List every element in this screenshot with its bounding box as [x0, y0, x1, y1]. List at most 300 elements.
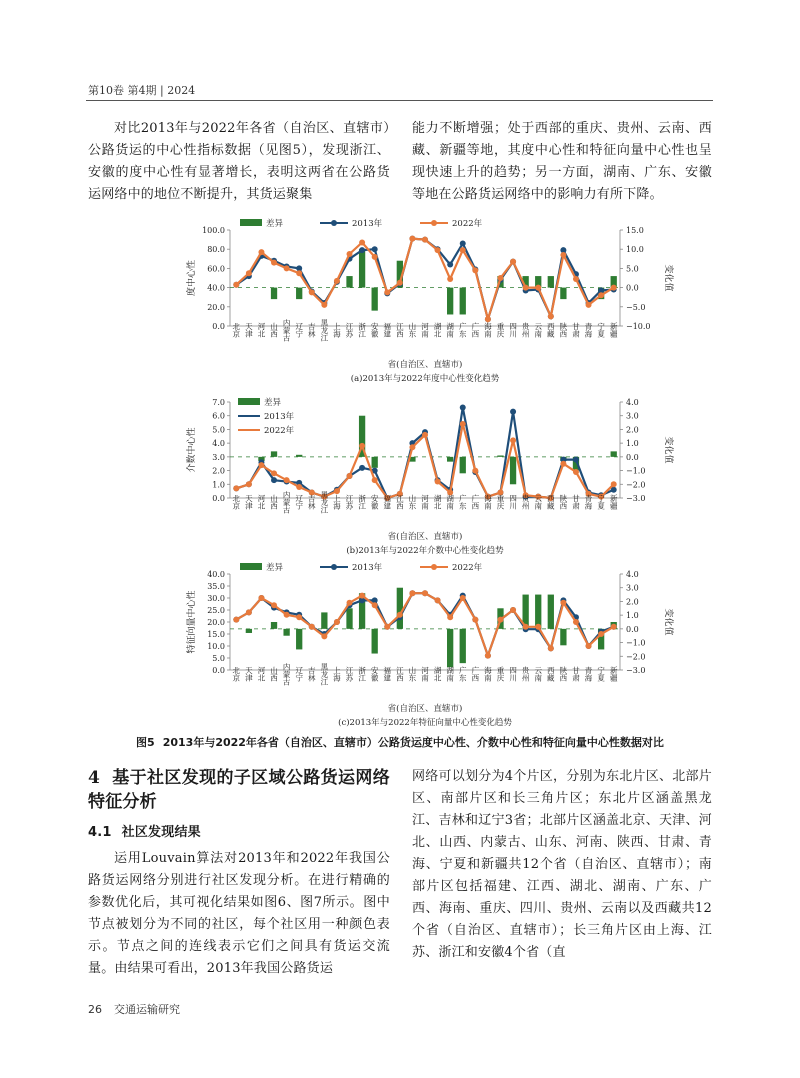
y-tick-label: 60.0	[207, 264, 225, 274]
x-tick-label: 宁夏	[596, 494, 606, 510]
series-2022-point	[397, 612, 403, 618]
section-heading	[88, 766, 390, 814]
y2-tick-label: −10.0	[626, 322, 651, 331]
series-2022-point	[271, 602, 277, 608]
x-tick-label: 青海	[584, 322, 594, 338]
diff-bar	[560, 288, 566, 300]
series-2022-point	[284, 265, 290, 271]
x-tick-label: 海南	[483, 494, 493, 510]
diff-bar	[447, 457, 453, 462]
x-tick-label: 江苏	[345, 322, 355, 338]
series-2022-point	[548, 645, 554, 651]
series-2022-point	[598, 292, 604, 298]
x-tick-label: 山东	[407, 666, 417, 682]
legend-2013-marker	[331, 220, 337, 226]
x-tick-label: 宁夏	[596, 322, 606, 338]
legend-diff-label: 差异	[266, 219, 284, 229]
series-2022-point	[321, 302, 327, 308]
legend-2022-marker	[431, 564, 437, 570]
x-tick-label: 陕西	[558, 494, 568, 510]
series-2013-point	[510, 409, 516, 415]
x-tick-label: 四川	[508, 494, 518, 510]
x-tick-label: 湖北	[433, 494, 443, 510]
y2-tick-label: 4.0	[626, 570, 639, 579]
series-2022-point	[611, 285, 617, 291]
diff-bar	[548, 595, 554, 629]
series-2022-point	[397, 280, 403, 286]
chart-degree-svg	[150, 214, 673, 386]
x-tick-label: 上海	[332, 666, 342, 682]
series-2022-point	[548, 313, 554, 319]
x-tick-label: 天津	[244, 666, 254, 682]
diff-bar	[497, 455, 503, 456]
x-tick-label: 北京	[231, 666, 241, 682]
series-2022-point	[523, 624, 529, 630]
diff-bar	[548, 276, 554, 288]
y2-tick-label: −2.0	[626, 480, 646, 490]
x-tick-label: 广东	[458, 494, 468, 510]
y2-tick-label: 2.0	[626, 597, 639, 607]
series-2022-point	[560, 252, 566, 258]
series-2022-point	[586, 643, 592, 649]
x-tick-label: 广西	[470, 666, 480, 682]
series-2013-point	[359, 465, 365, 471]
x-tick-label: 北京	[231, 494, 241, 510]
y2-tick-label: −3.0	[626, 494, 646, 503]
y2-tick-label: 0.0	[626, 283, 639, 293]
y-tick-label: 35.0	[207, 582, 225, 591]
diff-bar	[560, 629, 566, 645]
y-tick-label: 0.0	[212, 494, 225, 503]
x-tick-label: 山东	[407, 494, 417, 510]
legend-diff-swatch	[238, 398, 260, 405]
series-2022-point	[560, 461, 566, 467]
y2-tick-label: −1.0	[626, 466, 646, 476]
x-tick-label: 吉林	[307, 666, 317, 682]
diff-bar	[271, 622, 277, 629]
series-2022-point	[296, 484, 302, 490]
series-2022-point	[523, 285, 529, 291]
diff-bar	[271, 288, 277, 300]
x-tick-label: 四川	[508, 322, 518, 338]
series-2022-point	[334, 278, 340, 284]
x-tick-label: 黑龙江	[319, 662, 329, 686]
x-tick-label: 河北	[256, 494, 266, 510]
chart-subcaption: (b)2013年与2022年介数中心性变化趋势	[346, 546, 504, 556]
series-2022-point	[372, 254, 378, 260]
x-tick-label: 江苏	[345, 494, 355, 510]
x-tick-label: 四川	[508, 666, 518, 682]
diff-bar	[296, 629, 302, 650]
y-tick-label: 7.0	[212, 398, 225, 407]
series-2022-point	[271, 470, 277, 476]
series-2022-point	[347, 251, 353, 257]
section-title: 基于社区发现的子区域公路货运网络特征分析	[88, 768, 390, 812]
y-axis-title: 介数中心性	[187, 427, 197, 473]
diff-bar	[246, 629, 252, 633]
series-2022-point	[535, 285, 541, 291]
x-tick-label: 黑龙江	[319, 490, 329, 514]
x-tick-label: 河北	[256, 666, 266, 682]
series-2022-point	[347, 473, 353, 479]
legend-2022-label: 2022年	[264, 426, 295, 436]
x-axis-title: 省(自治区、直辖市)	[387, 532, 463, 542]
series-2022-point	[309, 289, 315, 295]
y-axis-title: 特征向量中心性	[187, 590, 197, 654]
y-tick-label: 40.0	[207, 570, 225, 579]
chart-eigenvector-centrality	[150, 558, 673, 730]
x-tick-label: 浙江	[357, 322, 367, 338]
running-header: 第10卷 第4期 | 2024	[88, 84, 196, 97]
x-tick-label: 河南	[420, 322, 430, 338]
y-tick-label: 2.0	[212, 466, 225, 476]
series-2022-point	[246, 609, 252, 615]
series-2022-point	[510, 607, 516, 613]
y-tick-label: 5.0	[212, 425, 225, 435]
x-tick-label: 宁夏	[596, 666, 606, 682]
x-tick-label: 上海	[332, 494, 342, 510]
x-tick-label: 吉林	[307, 322, 317, 338]
series-2013-point	[460, 240, 466, 246]
series-2022-point	[296, 270, 302, 276]
subsection-title: 社区发现结果	[121, 825, 201, 840]
series-2022-point	[309, 624, 315, 630]
x-tick-label: 西藏	[546, 322, 556, 338]
series-2022-point	[435, 247, 441, 253]
y2-tick-label: −5.0	[626, 302, 646, 312]
y-tick-label: 0.0	[212, 322, 225, 331]
diff-bar	[359, 249, 365, 287]
x-tick-label: 福建	[382, 494, 392, 510]
x-tick-label: 广西	[470, 322, 480, 338]
journal-name: 交通运输研究	[114, 1003, 180, 1016]
x-tick-label: 辽宁	[294, 666, 304, 682]
x-tick-label: 江西	[395, 322, 405, 338]
x-tick-label: 西藏	[546, 666, 556, 682]
diff-bar	[372, 629, 378, 654]
diff-bar	[321, 612, 327, 628]
legend-2013-label: 2013年	[264, 412, 295, 422]
series-2022-point	[372, 477, 378, 483]
y2-tick-label: 2.0	[626, 425, 639, 435]
series-2022-point	[233, 282, 239, 288]
y-tick-label: 30.0	[207, 594, 225, 603]
body-paragraph-right: 网络可以划分为4个片区，分别为东北片区、北部片区、南部片区和长三角片区；东北片区涵盖黑龙江、吉林和辽宁3省；北部片区涵盖北京、天津、河北、山西、内蒙古、山东、河南、陕西、甘肃、青海、宁夏和新疆共12个省（自治区、直辖市）；南部片区包括福建、江西、湖北、湖南、广东、广西、海南、重庆、四川、贵州、云南以及西藏共12个省（自治区、直辖市）；长三角片区由上海、江苏、浙江和安徽4个省（直	[412, 769, 712, 960]
series-2022-point	[460, 247, 466, 253]
series-2022-point	[246, 481, 252, 487]
x-tick-label: 重庆	[495, 494, 505, 510]
series-2022-point	[384, 289, 390, 295]
series-2013-line	[236, 239, 613, 320]
x-tick-label: 天津	[244, 322, 254, 338]
diff-bar	[510, 457, 516, 484]
legend-diff-swatch	[240, 563, 262, 570]
intro-right-column	[412, 118, 712, 206]
subsection-number: 4.1	[88, 825, 112, 840]
y-tick-label: 5.0	[212, 654, 225, 663]
legend-diff-label: 差异	[266, 563, 284, 573]
y2-tick-label: 3.0	[626, 583, 639, 593]
series-2022-point	[359, 239, 365, 245]
page-footer	[88, 1001, 180, 1017]
figure-number: 图5	[136, 736, 155, 749]
y-tick-label: 20.0	[207, 618, 225, 627]
diff-bar	[460, 288, 466, 315]
x-tick-label: 青海	[584, 494, 594, 510]
x-tick-label: 上海	[332, 322, 342, 338]
x-tick-label: 甘肃	[571, 666, 581, 682]
page-number: 26	[88, 1003, 102, 1016]
x-tick-label: 浙江	[357, 666, 367, 682]
x-tick-label: 山西	[269, 666, 279, 682]
x-tick-label: 陕西	[558, 666, 568, 682]
series-2022-point	[422, 432, 428, 438]
x-tick-label: 新疆	[609, 494, 619, 510]
y2-tick-label: 4.0	[626, 398, 639, 407]
diff-bar	[346, 276, 352, 288]
series-2022-point	[334, 488, 340, 494]
legend-2013-marker	[331, 564, 337, 570]
diff-bar	[447, 629, 453, 667]
series-2022-point	[497, 617, 503, 623]
series-2022-point	[447, 276, 453, 282]
y2-tick-label: 0.0	[626, 624, 639, 634]
legend-2013-label: 2013年	[352, 219, 383, 229]
y2-axis-title: 变化值	[663, 264, 673, 292]
x-tick-label: 贵州	[521, 666, 531, 682]
x-axis-title: 省(自治区、直辖市)	[387, 360, 463, 370]
y2-tick-label: −1.0	[626, 638, 646, 648]
x-tick-label: 安徽	[370, 494, 380, 510]
x-tick-label: 海南	[483, 666, 493, 682]
x-tick-label: 福建	[382, 322, 392, 338]
intro-left-column	[88, 118, 390, 206]
section-number: 4	[88, 768, 101, 788]
subsection-heading	[88, 822, 390, 844]
series-2022-point	[258, 595, 264, 601]
legend-diff-swatch	[240, 219, 262, 226]
diff-bar	[447, 288, 453, 315]
y-tick-label: 6.0	[212, 411, 225, 421]
series-2022-point	[321, 633, 327, 639]
series-2013-point	[447, 262, 453, 268]
chart-betweenness-centrality	[150, 386, 673, 558]
x-tick-label: 湖南	[445, 494, 455, 510]
series-2022-point	[611, 481, 617, 487]
y2-tick-label: 15.0	[626, 226, 644, 235]
series-2022-point	[573, 276, 579, 282]
body-paragraph-left: 运用Louvain算法对2013年和2022年我国公路货运网络分别进行社区发现分析。在进行精确的参数优化后，其可视化结果如图6、图7所示。图中节点被划分为不同的社区，每个社区用一种颜色表示。节点之间的连线表示它们之间具有货运交流量。由结果可看出，2013年我国公路货运	[88, 851, 390, 976]
series-2022-point	[472, 617, 478, 623]
series-2022-point	[460, 595, 466, 601]
x-tick-label: 湖北	[433, 666, 443, 682]
y2-axis-title: 变化值	[663, 608, 673, 636]
y-tick-label: 25.0	[207, 606, 225, 615]
y-tick-label: 4.0	[212, 439, 225, 449]
y-tick-label: 3.0	[212, 452, 225, 462]
series-2013-point	[573, 457, 579, 463]
x-tick-label: 云南	[533, 494, 543, 510]
diff-bar	[271, 451, 277, 456]
x-tick-label: 重庆	[495, 666, 505, 682]
x-tick-label: 江西	[395, 494, 405, 510]
y-tick-label: 20.0	[207, 302, 225, 312]
series-2022-point	[510, 259, 516, 265]
x-tick-label: 天津	[244, 494, 254, 510]
series-2022-point	[258, 462, 264, 468]
series-2013-point	[359, 247, 365, 253]
x-tick-label: 湖南	[445, 322, 455, 338]
diff-bar	[397, 588, 403, 629]
legend-2022-label: 2022年	[452, 563, 483, 573]
series-2022-point	[271, 260, 277, 266]
diff-bar	[535, 595, 541, 629]
figure-caption-text: 2013年与2022年各省（自治区、直辖市）公路货运度中心性、介数中心性和特征向量中心性数据对比	[162, 736, 664, 749]
x-tick-label: 云南	[533, 322, 543, 338]
series-2022-point	[485, 653, 491, 659]
series-2022-point	[573, 619, 579, 625]
intro-paragraph-left: 对比2013年与2022年各省（自治区、直辖市）公路货运的中心性指标数据（见图5），发现浙江、安徽的度中心性有显著增长，表明这两省在公路货运网络中的地位不断提升，其货运聚集	[88, 121, 390, 202]
series-2022-point	[372, 602, 378, 608]
y-axis-title: 度中心性	[187, 259, 197, 297]
series-2022-point	[435, 479, 441, 485]
x-tick-label: 山西	[269, 322, 279, 338]
x-tick-label: 新疆	[609, 322, 619, 338]
body-right-column	[412, 766, 712, 964]
diff-bar	[346, 608, 352, 629]
series-2022-point	[334, 619, 340, 625]
series-2022-point	[560, 600, 566, 606]
x-tick-label: 河南	[420, 494, 430, 510]
series-2022-point	[510, 437, 516, 443]
series-2022-point	[409, 444, 415, 450]
series-2022-point	[460, 421, 466, 427]
x-tick-label: 安徽	[370, 666, 380, 682]
x-tick-label: 福建	[382, 666, 392, 682]
y-tick-label: 40.0	[207, 283, 225, 293]
x-tick-label: 广东	[458, 322, 468, 338]
y2-axis-title: 变化值	[663, 436, 673, 464]
series-2022-point	[435, 597, 441, 603]
x-tick-label: 贵州	[521, 322, 531, 338]
x-tick-label: 青海	[584, 666, 594, 682]
x-tick-label: 内蒙古	[282, 490, 292, 514]
series-2022-point	[409, 590, 415, 596]
diff-bar	[372, 288, 378, 311]
x-tick-label: 江苏	[345, 666, 355, 682]
diff-bar	[296, 288, 302, 300]
y2-tick-label: 10.0	[626, 245, 644, 255]
series-2022-point	[573, 469, 579, 475]
x-tick-label: 甘肃	[571, 494, 581, 510]
series-2013-point	[372, 246, 378, 252]
chart-degree-centrality	[150, 214, 673, 386]
series-2022-point	[485, 316, 491, 322]
body-left-column	[88, 766, 390, 980]
x-tick-label: 山西	[269, 494, 279, 510]
x-tick-label: 贵州	[521, 494, 531, 510]
x-tick-label: 云南	[533, 666, 543, 682]
x-tick-label: 西藏	[546, 494, 556, 510]
x-tick-label: 甘肃	[571, 322, 581, 338]
series-2022-point	[422, 590, 428, 596]
series-2022-point	[384, 624, 390, 630]
series-2022-point	[347, 600, 353, 606]
chart-subcaption: (c)2013年与2022年特征向量中心性变化趋势	[338, 718, 512, 728]
y2-tick-label: −3.0	[626, 666, 646, 675]
legend-2022-marker	[431, 220, 437, 226]
series-2022-point	[497, 275, 503, 281]
legend-2013-label: 2013年	[352, 563, 383, 573]
series-2022-point	[359, 443, 365, 449]
series-2022-point	[409, 236, 415, 242]
y2-tick-label: −2.0	[626, 652, 646, 662]
x-tick-label: 新疆	[609, 666, 619, 682]
series-2013-point	[271, 477, 277, 483]
series-2022-point	[472, 468, 478, 474]
series-2022-point	[233, 617, 239, 623]
y-tick-label: 10.0	[207, 642, 225, 651]
y2-tick-label: 1.0	[626, 611, 639, 621]
x-tick-label: 江西	[395, 666, 405, 682]
series-2022-point	[611, 624, 617, 630]
x-axis-title: 省(自治区、直辖市)	[387, 704, 463, 714]
y2-tick-label: 3.0	[626, 411, 639, 421]
series-2022-point	[598, 631, 604, 637]
series-2022-point	[586, 302, 592, 308]
series-2022-point	[472, 267, 478, 273]
series-2022-line	[236, 593, 613, 655]
diff-bar	[283, 629, 289, 636]
x-tick-label: 北京	[231, 322, 241, 338]
chart-betweenness-svg	[150, 386, 673, 558]
diff-bar	[372, 457, 378, 468]
series-2022-point	[359, 593, 365, 599]
series-2022-point	[284, 477, 290, 483]
x-tick-label: 湖北	[433, 322, 443, 338]
x-tick-label: 吉林	[307, 494, 317, 510]
chart-eigenvector-svg	[150, 558, 673, 730]
x-tick-label: 辽宁	[294, 322, 304, 338]
y2-tick-label: 1.0	[626, 439, 639, 449]
diff-bar	[611, 451, 617, 456]
x-tick-label: 陕西	[558, 322, 568, 338]
y-tick-label: 0.0	[212, 666, 225, 675]
intro-paragraph-right: 能力不断增强；处于西部的重庆、贵州、云南、西藏、新疆等地，其度中心性和特征向量中心性也呈现快速上升的趋势；另一方面，湖南、广东、安徽等地在公路货运网络中的影响力有所下降。	[412, 121, 712, 202]
x-tick-label: 广西	[470, 494, 480, 510]
x-tick-label: 黑龙江	[319, 318, 329, 342]
x-tick-label: 河北	[256, 322, 266, 338]
x-tick-label: 山东	[407, 322, 417, 338]
x-tick-label: 内蒙古	[282, 662, 292, 686]
y-tick-label: 80.0	[207, 245, 225, 255]
y2-tick-label: 0.0	[626, 452, 639, 462]
diff-bar	[296, 455, 302, 457]
legend-2022-label: 2022年	[452, 219, 483, 229]
series-2022-point	[258, 249, 264, 255]
series-2022-point	[284, 612, 290, 618]
x-tick-label: 湖南	[445, 666, 455, 682]
x-tick-label: 浙江	[357, 494, 367, 510]
chart-subcaption: (a)2013年与2022年度中心性变化趋势	[350, 374, 500, 384]
series-2022-point	[447, 614, 453, 620]
x-tick-label: 辽宁	[294, 494, 304, 510]
series-2013-point	[460, 404, 466, 410]
diff-bar	[460, 457, 466, 473]
x-tick-label: 重庆	[495, 322, 505, 338]
series-2022-point	[246, 270, 252, 276]
x-tick-label: 内蒙古	[282, 318, 292, 342]
